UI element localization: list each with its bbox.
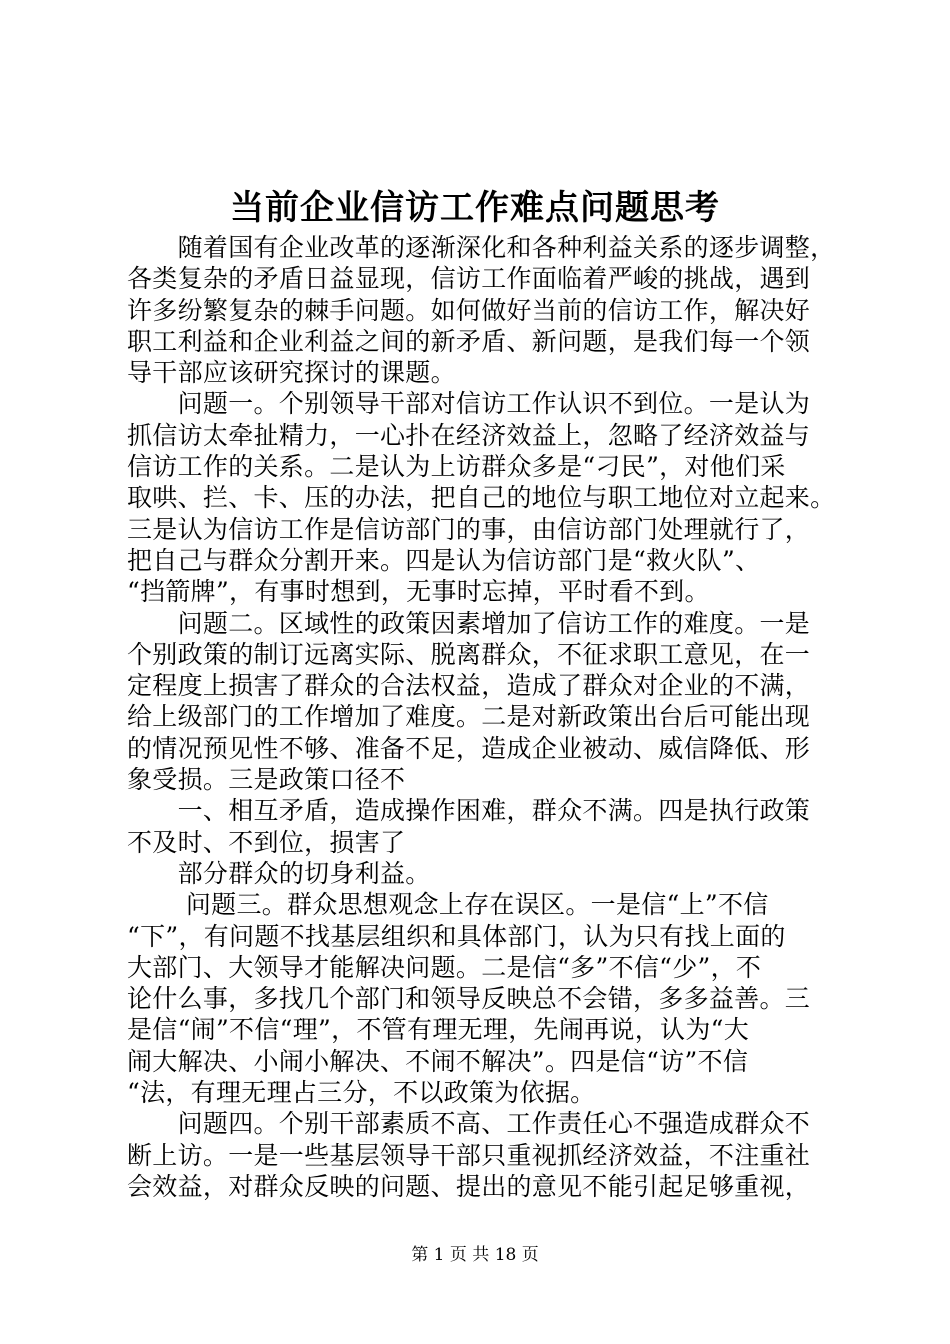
body-text-line: 的情况预见性不够、准备不足，造成企业被动、威信降低、形 xyxy=(127,733,811,763)
body-text-line: 会效益，对群众反映的问题、提出的意见不能引起足够重视， xyxy=(127,1171,811,1201)
document-title: 当前企业信访工作难点问题思考 xyxy=(230,188,720,228)
body-text-line: 问题三。群众思想观念上存在误区。一是信“上”不信 xyxy=(127,890,769,920)
document-body xyxy=(127,232,836,1202)
body-text-line: 问题一。个别领导干部对信访工作认识不到位。一是认为 xyxy=(127,389,811,419)
body-text-line: 问题四。个别干部素质不高、工作责任心不强造成群众不 xyxy=(127,1109,811,1139)
body-text-line: 个别政策的制订远离实际、脱离群众，不征求职工意见，在一 xyxy=(127,639,811,669)
body-text-line: 断上访。一是一些基层领导干部只重视抓经济效益，不注重社 xyxy=(127,1140,811,1170)
body-text-line: 给上级部门的工作增加了难度。二是对新政策出台后可能出现 xyxy=(127,702,811,732)
body-text-line: 问题二。区域性的政策因素增加了信访工作的难度。一是 xyxy=(127,608,811,638)
body-text-line: 把自己与群众分割开来。四是认为信访部门是“救火队”、 xyxy=(127,545,761,575)
body-text-line: 导干部应该研究探讨的课题。 xyxy=(127,358,456,388)
body-text-line: “挡箭牌”，有事时想到，无事时忘掉，平时看不到。 xyxy=(127,577,710,607)
body-text-line: 部分群众的切身利益。 xyxy=(127,858,431,888)
body-text-line: 取哄、拦、卡、压的办法，把自己的地位与职工地位对立起来。 xyxy=(127,483,836,513)
body-text-line: 三是认为信访工作是信访部门的事，由信访部门处理就行了， xyxy=(127,514,811,544)
page-footer: 第 1 页 共 18 页 xyxy=(411,1245,539,1265)
body-text-line: “法，有理无理占三分，不以政策为依据。 xyxy=(127,1078,596,1108)
body-text-line: 象受损。三是政策口径不 xyxy=(127,765,406,795)
body-text-line: 抓信访太牵扯精力，一心扑在经济效益上，忽略了经济效益与 xyxy=(127,420,811,450)
body-text-line: 各类复杂的矛盾日益显现，信访工作面临着严峻的挑战，遇到 xyxy=(127,264,811,294)
body-text-line: 不及时、不到位，损害了 xyxy=(127,827,406,857)
body-text-line: 闹大解决、小闹小解决、不闹不解决”。四是信“访”不信 xyxy=(127,1046,749,1076)
body-text-line: 许多纷繁复杂的棘手问题。如何做好当前的信访工作，解决好 xyxy=(127,295,811,325)
body-text-line: 大部门、大领导才能解决问题。二是信“多”不信“少”，不 xyxy=(127,952,762,982)
body-text-line: 职工利益和企业利益之间的新矛盾、新问题，是我们每一个领 xyxy=(127,326,811,356)
body-text-line: 信访工作的关系。二是认为上访群众多是“刁民”，对他们采 xyxy=(127,452,786,482)
body-text-line: 论什么事，多找几个部门和领导反映总不会错，多多益善。三 xyxy=(127,984,811,1014)
body-text-line: 是信“闹”不信“理”，不管有理无理，先闹再说，认为“大 xyxy=(127,1015,750,1045)
body-text-line: 一、相互矛盾，造成操作困难，群众不满。四是执行政策 xyxy=(127,796,811,826)
body-text-line: “下”，有问题不找基层组织和具体部门，认为只有找上面的 xyxy=(127,921,786,951)
body-text-line: 随着国有企业改革的逐渐深化和各种利益关系的逐步调整， xyxy=(127,233,836,262)
body-text-line: 定程度上损害了群众的合法权益，造成了群众对企业的不满， xyxy=(127,671,811,701)
